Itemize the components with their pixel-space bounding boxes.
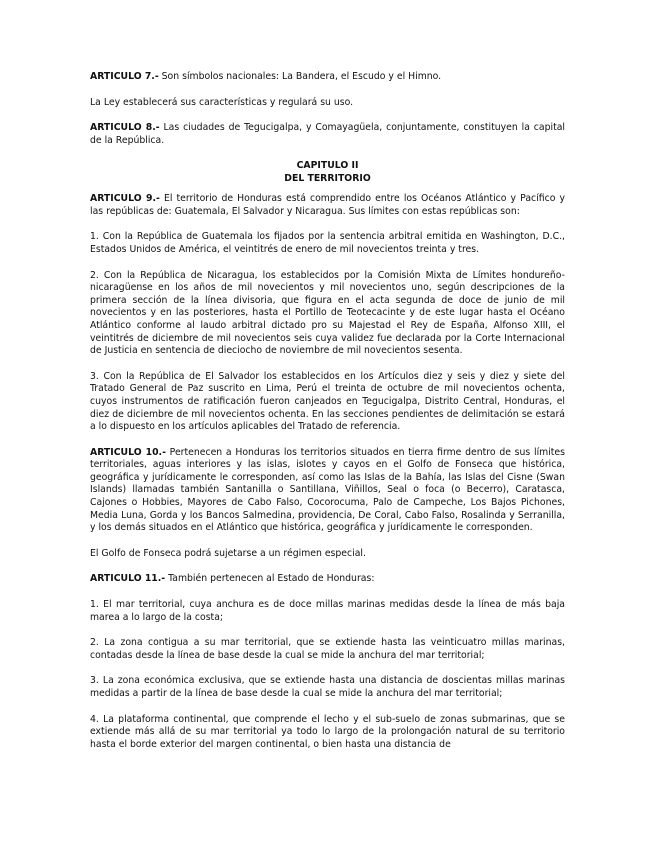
- article-8: [90, 122, 565, 147]
- article-8-label: ARTICULO 8.-: [90, 122, 160, 134]
- article-11: [90, 573, 565, 586]
- article-7: [90, 71, 565, 84]
- article-10-label: ARTICULO 10.-: [90, 446, 166, 458]
- document-page: [90, 71, 565, 764]
- article-9-text: El territorio de Honduras está comprendido entre los Océanos Atlántico y Pacífico y las repúblicas de: Guatemala, El Salvador y Nicaragua. Sus límites con estas repúblicas son:: [90, 193, 565, 217]
- article-8-text: Las ciudades de Tegucigalpa, y Comayagüela, conjuntamente, constituyen la capital de la República.: [90, 122, 566, 146]
- article-7-label: ARTICULO 7.-: [90, 71, 159, 82]
- chapter-title: DEL TERRITORIO: [284, 172, 371, 184]
- article-11-text: También pertenecen al Estado de Honduras:: [165, 573, 375, 585]
- article-11-item-4: 4. La plataforma continental, que comprende el lecho y el sub-suelo de zonas submarinas, que se extiende más allá de su mar territorial ya todo lo largo de la prolongación natural de su territorio hasta el borde exterior del margen continental, o bien hasta una distancia de: [90, 713, 565, 750]
- article-11-item-3: 3. La zona económica exclusiva, que se extiende hasta una distancia de doscientas millas marinas medidas a partir de la línea de base desde la cual se mide la anchura del mar territorial;: [90, 675, 565, 699]
- article-9-item-1: 1. Con la República de Guatemala los fijados por la sentencia arbitral emitida en Washington, D.C., Estados Unidos de América, el veintitrés de enero de mil novecientos treinta y tres.: [90, 231, 565, 255]
- article-9-item-2: 2. Con la República de Nicaragua, los establecidos por la Comisión Mixta de Límites hondureño-nicaragüense en los años de mil novecientos y mil novecientos uno, según descripciones de la primera sección de la línea divisoria, que figura en el acta segunda de doce de junio de mil novecientos y en las posteriores, hasta el Portillo de Teotecacinte y de este lugar hasta el Océano Atlántico conforme al laudo arbitral dictado pro su Majestad el Rey de España, Alfonso XIII, el veintitrés de diciembre de mil novecientos seis cuya validez fue declarada por la Corte Internacional de Justicia en sentencia de dieciocho de noviembre de mil novecientos sesenta.: [90, 269, 565, 357]
- article-11-label: ARTICULO 11.-: [90, 573, 166, 585]
- chapter-number: CAPITULO II: [296, 160, 359, 172]
- article-11-item-1: 1. El mar territorial, cuya anchura es de doce millas marinas medidas desde la línea de más baja marea a lo largo de la costa;: [90, 599, 565, 623]
- article-9-item-3: 3. Con la República de El Salvador los establecidos en los Artículos diez y seis y diez y siete del Tratado General de Paz suscrito en Lima, Perú el treinta de octubre de mil novecientos ochenta, cuyos instrumentos de ratificación fueron canjeados en Tegucigalpa, Distrito Central, Honduras, el diez de diciembre de mil novecientos ochenta. En las secciones pendientes de delimitación se estará a lo dispuesto en los artículos aplicables del Tratado de referencia.: [90, 370, 565, 433]
- article-9-label: ARTICULO 9.-: [90, 193, 160, 205]
- article-10-paragraph: El Golfo de Fonseca podrá sujetarse a un régimen especial.: [90, 547, 366, 559]
- article-10-text: Pertenecen a Honduras los territorios situados en tierra firme dentro de sus límites territoriales, aguas interiores y las islas, islotes y cayos en el Golfo de Fonseca que histórica, geográfica y jurídicamente le corresponden, así como las Islas de la Bahía, las Islas del Cisne (Swan Islands) llamadas también Santanilla o Santillana, Viñillos, Seal o foca (o Becerro), Caratasca, Cajones o Hobbies, Mayores de Cabo Falso, Cocorocuma, Palo de Campeche, Los Bajos Pichones, Media Luna, Gorda y los Bancos Salmedina, providencia, De Coral, Cabo Falso, Rosalinda y Serranilla, y los demás situados en el Atlántico que histórica, geográfica y jurídicamente le corresponden.: [90, 446, 565, 534]
- chapter-heading: [90, 160, 565, 185]
- article-10: [90, 447, 565, 535]
- article-9: [90, 193, 565, 218]
- article-7-paragraph: La Ley establecerá sus características y regulará su uso.: [90, 96, 354, 108]
- article-7-text: Son símbolos nacionales: La Bandera, el Escudo y el Himno.: [158, 71, 442, 82]
- article-11-item-2: 2. La zona contigua a su mar territorial, que se extiende hasta las veinticuatro millas marinas, contadas desde la línea de base desde la cual se mide la anchura del mar territorial;: [90, 637, 565, 661]
